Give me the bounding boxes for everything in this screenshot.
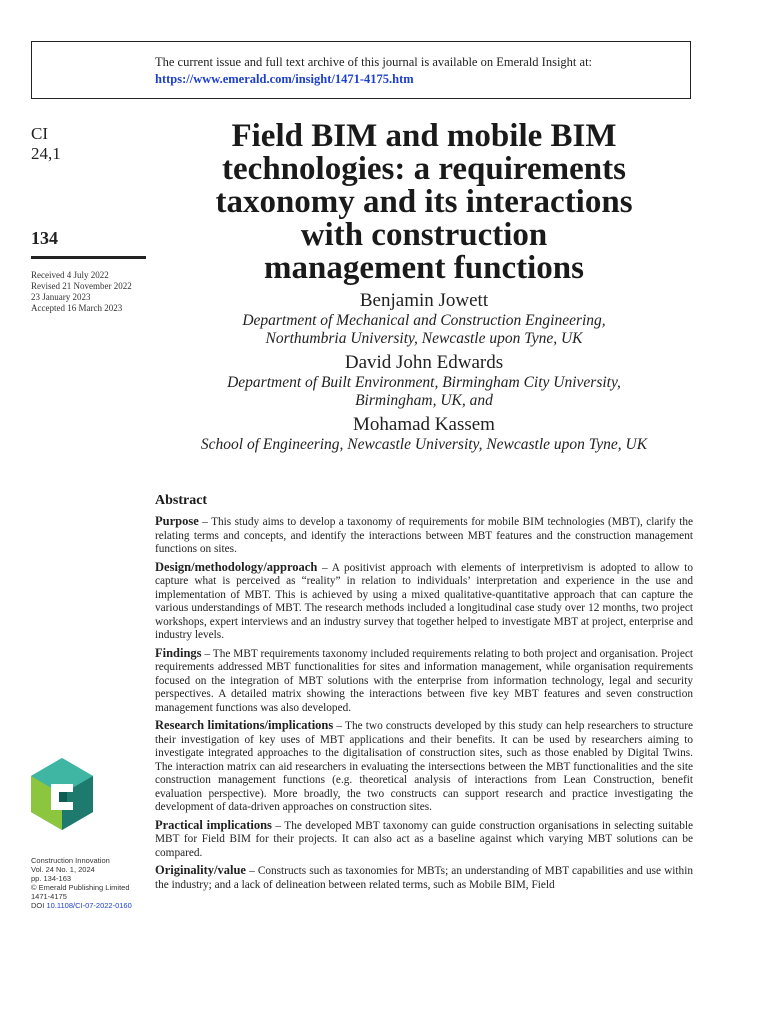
journal-code [31, 124, 61, 164]
section-text: – Constructs such as taxonomies for MBTs; an understanding of MBT capabilities and use within the industry; and a lack of delineation between related terms, such as Mobile BIM, Field [155, 865, 693, 891]
section-label: Purpose [155, 514, 199, 528]
title-line: technologies: a requirements [222, 151, 626, 187]
abstract-limitations [155, 719, 693, 815]
abstract-findings [155, 647, 693, 716]
section-label: Findings [155, 645, 202, 660]
article-title [160, 120, 688, 285]
journal-name: Construction Innovation [31, 856, 110, 865]
abstract [155, 493, 693, 896]
date-accepted: Accepted 16 March 2023 [31, 303, 123, 313]
author-affiliation [160, 374, 688, 410]
abstract-heading: Abstract [155, 493, 208, 508]
abstract-originality [155, 864, 693, 892]
date-received: Received 4 July 2022 [31, 270, 109, 280]
author-name: Benjamin Jowett [359, 290, 489, 311]
section-text: – A positivist approach with elements of interpretivism is adopted to allow to capture what is perceived as “reality” in relation to individuals’ interpretation and experience in the use and implementation of MBT. This is achieved by using a mixed qualitative-quantitative approach that can capture the various understandings of MBT. The research methods included a longitudinal case study over 12 months, two project workshops, expert interviews and an industry survey that together helped to investigate MBT at project, enterprise and industry levels. [155, 561, 693, 641]
abstract-design [155, 561, 693, 643]
author-block [160, 290, 688, 458]
doi-label: DOI [31, 901, 45, 910]
section-label: Research limitations/implications [155, 718, 334, 732]
section-label: Originality/value [155, 863, 246, 877]
issn: 1471-4175 [31, 892, 67, 901]
volume-issue: 24,1 [31, 144, 61, 163]
author-name: David John Edwards [344, 352, 504, 373]
banner-text: The current issue and full text archive of this journal is available on Emerald Insight at: [155, 55, 593, 69]
title-line: taxonomy and its interactions [215, 184, 633, 220]
date-revised-2: 23 January 2023 [31, 292, 91, 302]
section-label: Practical implications [155, 817, 272, 832]
copyright: © Emerald Publishing Limited [31, 883, 130, 892]
section-text: – The MBT requirements taxonomy included requirements relating to both project and organisation. Project requirements addressed MBT functionalities for sites and information management, while organisation requirements focused on the integration of MBT solutions with the enterprise from information technology, legal and security perspectives. A detailed matrix showing the interactions between five key MBT features and seven construction management functions was also developed. [155, 647, 693, 714]
affiliation-line: Northumbria University, Newcastle upon Tyne, UK [265, 330, 583, 347]
author-affiliation [160, 436, 688, 454]
page-number-rule [31, 256, 146, 259]
section-text: – The developed MBT taxonomy can guide construction organisations in selecting suitable MBT for Field BIM for their projects. It can also act as a baseline against which varying MBT solutions can be compared. [155, 819, 694, 859]
affiliation-line: School of Engineering, Newcastle University, Newcastle upon Tyne, UK [200, 436, 648, 453]
emerald-logo-icon [31, 758, 93, 830]
publication-info [31, 856, 132, 910]
doi-link[interactable]: 10.1108/CI-07-2022-0160 [46, 901, 132, 910]
section-label: Design/methodology/approach [155, 559, 318, 574]
affiliation-line: Birmingham, UK, and [355, 392, 493, 409]
journal-abbr: CI [31, 124, 48, 143]
date-revised-1: Revised 21 November 2022 [31, 281, 132, 291]
author-affiliation [160, 312, 688, 348]
affiliation-line: Department of Mechanical and Construction Engineering, [242, 312, 606, 329]
title-line: management functions [264, 250, 584, 286]
title-line: Field BIM and mobile BIM [231, 118, 617, 154]
page-number: 134 [31, 228, 58, 248]
journal-url-link[interactable]: https://www.emerald.com/insight/1471-4175.htm [155, 72, 414, 86]
doi-line [31, 901, 132, 910]
section-text: – This study aims to develop a taxonomy of requirements for mobile BIM technologies (MBT), clarify the relating terms and concepts, and identify the interactions between MBT features and the construction management functions on sites. [155, 516, 693, 555]
access-banner [31, 41, 691, 99]
volume-info: Vol. 24 No. 1, 2024 [31, 865, 95, 874]
abstract-practical [155, 819, 693, 861]
abstract-purpose [155, 515, 693, 557]
author-name: Mohamad Kassem [353, 414, 495, 435]
submission-dates [31, 270, 132, 314]
section-text: – The two constructs developed by this study can help researchers to structure their investigation of key uses of MBT applications and their benefits. It can be used by researchers aiming to investigate integrated approaches to the digitalisation of construction sites, such as those enabled by Digital Twins. The interaction matrix can aid researchers in evaluating the intersections between the MBT functionalities and the site construction management functions (e.g. theoretical analysis of interactions from Lean Construction, benefit evaluation perspective). More broadly, the two constructs can support research and practice investigating the development of data-driven approaches on construction sites. [155, 720, 694, 813]
page-range: pp. 134-163 [31, 874, 72, 883]
title-line: with construction [300, 217, 548, 253]
affiliation-line: Department of Built Environment, Birmingham City University, [227, 374, 621, 391]
